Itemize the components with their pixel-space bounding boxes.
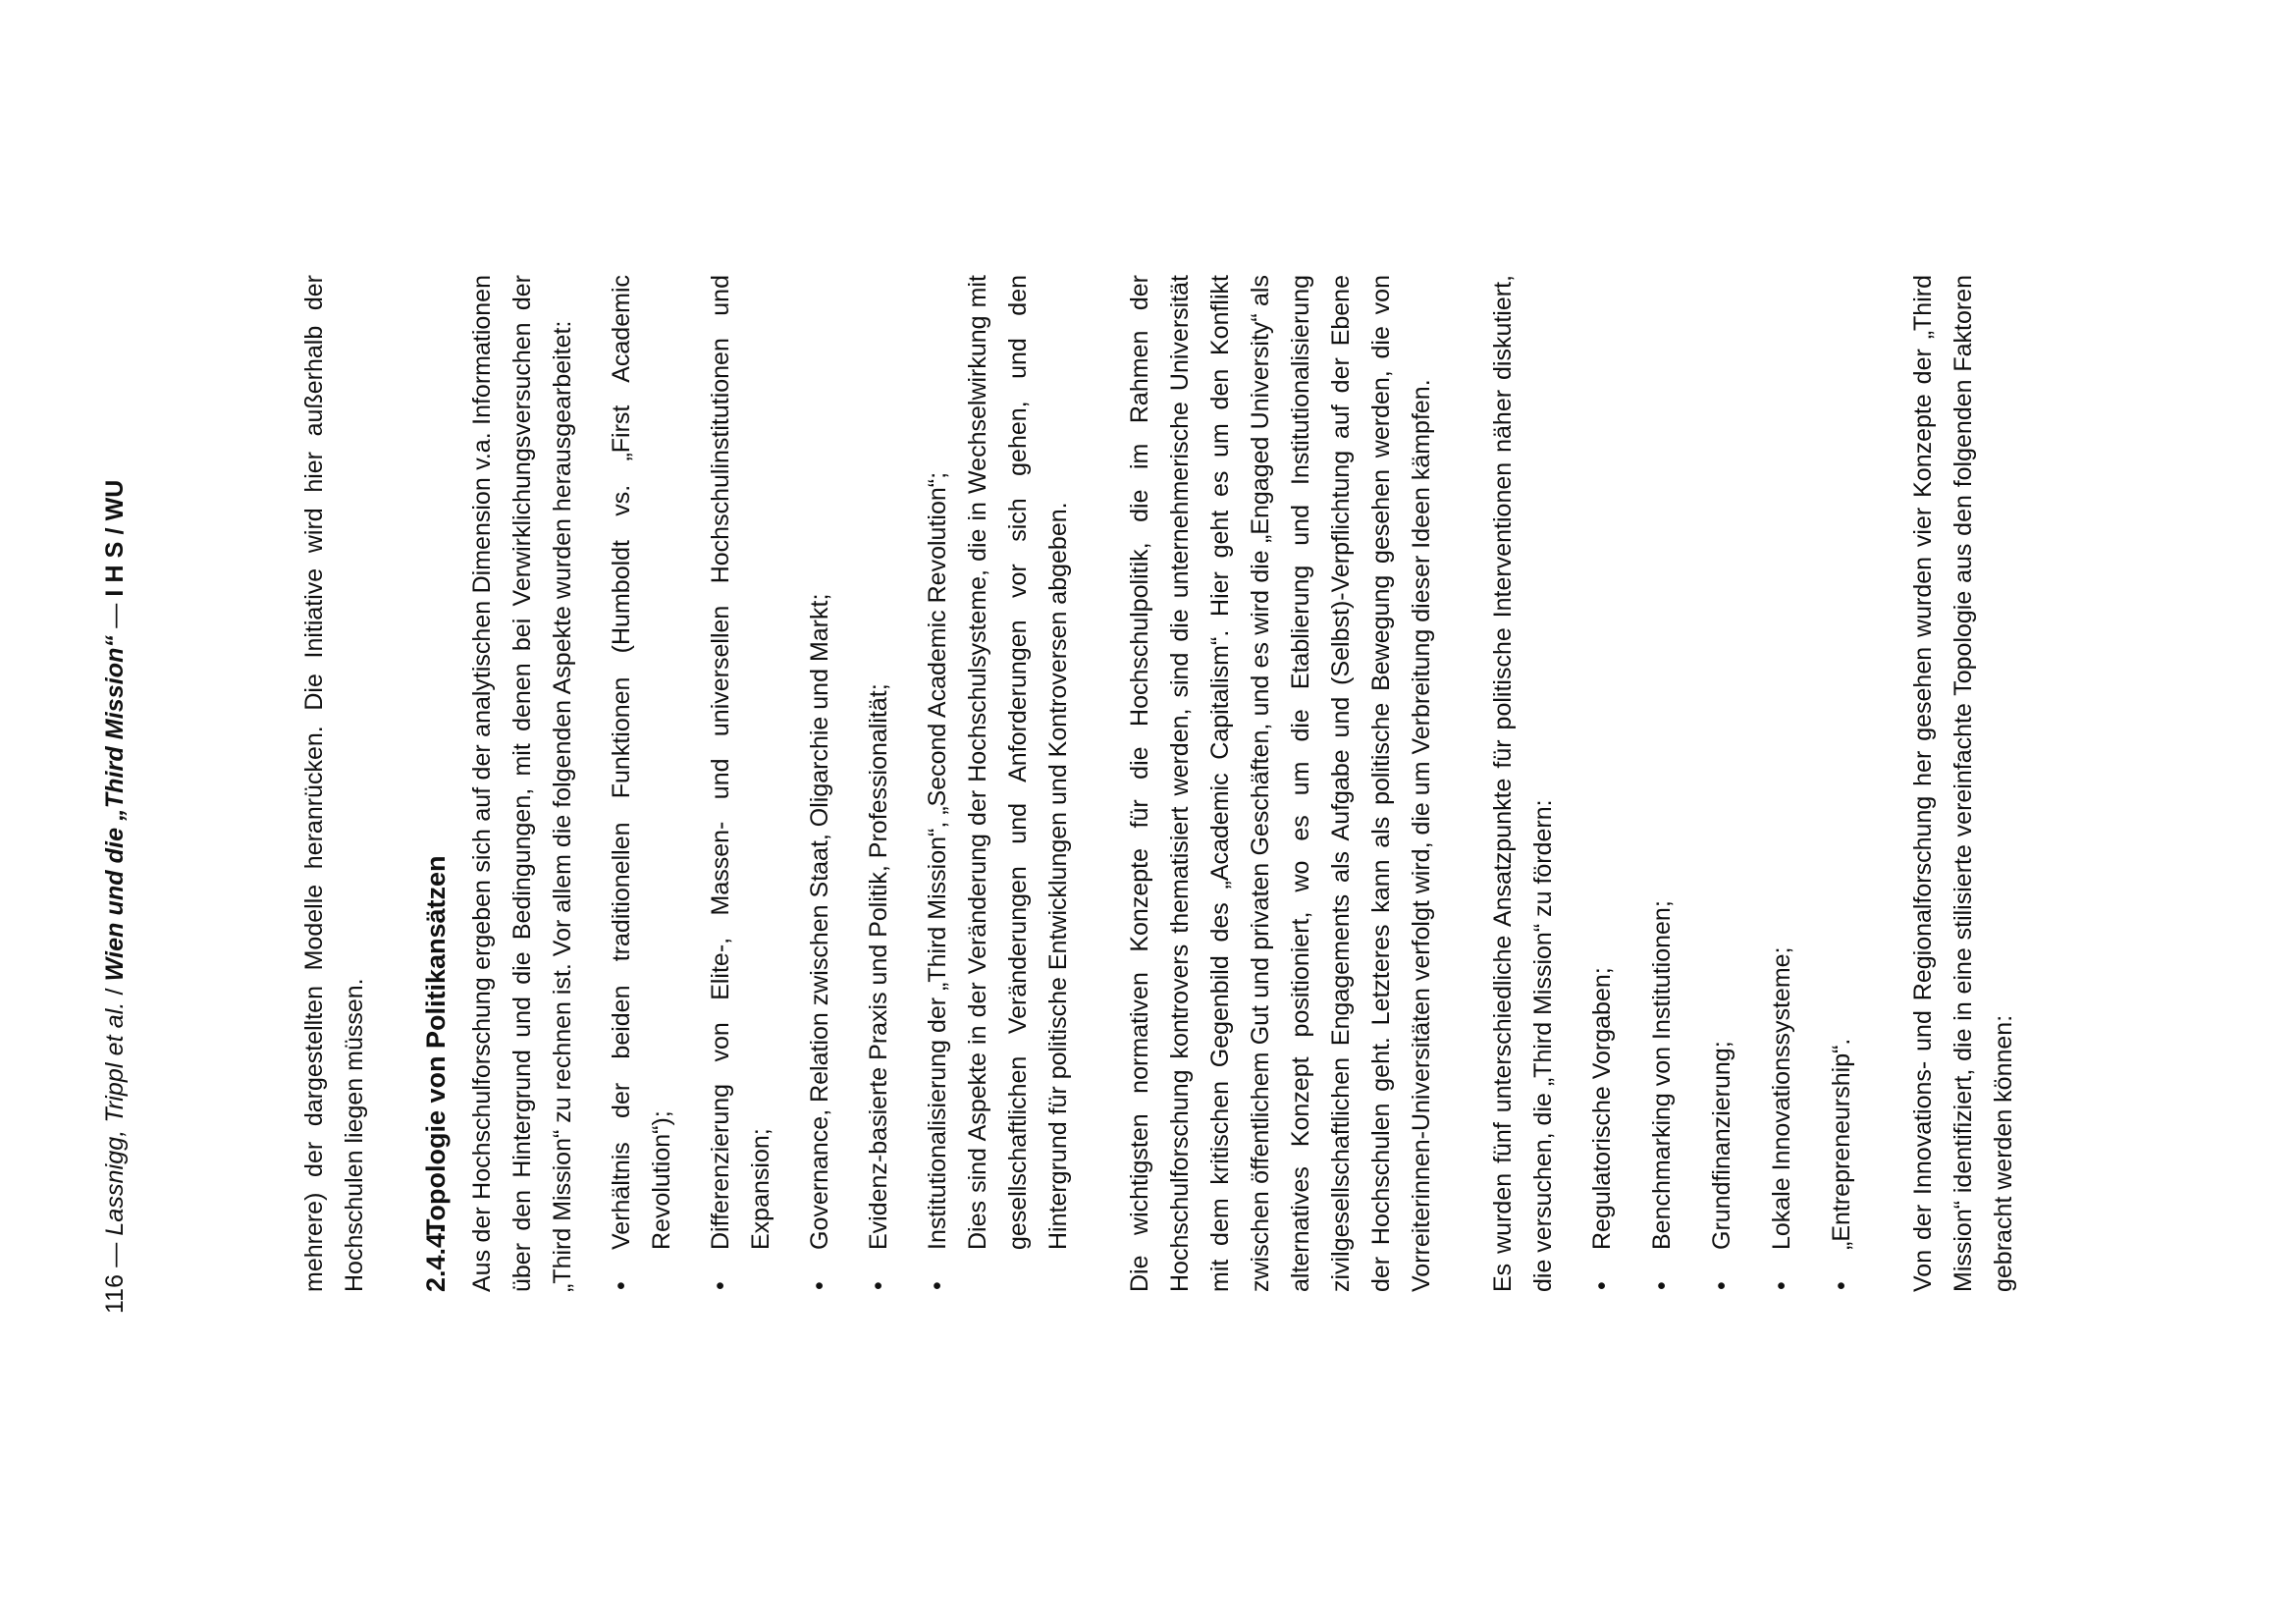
running-header	[100, 480, 130, 1314]
bullet-icon: •	[608, 1281, 635, 1290]
closing-paragraph: Von der Innovations- und Regionalforschung her gesehen wurden vier Konzepte der „Third Mission“ identifiziert, die in eine stilisierte vereinfachte Topologie aus den folgenden Faktoren gebracht werden können:	[1909, 275, 2017, 1292]
list-item	[800, 275, 840, 1292]
list-item	[701, 275, 781, 1292]
list-item-text: Lokale Innovationssysteme;	[1768, 946, 1795, 1250]
list-item-text: Differenzierung von Elite-, Massen- und universellen Hochschulinstitutionen und Expansion;	[707, 275, 774, 1250]
list-item-text: Evidenz-basierte Praxis und Politik, Professionalität;	[865, 683, 892, 1250]
header-institution: I H S / WU	[101, 479, 129, 597]
aspects-followup-text: Dies sind Aspekte in der Veränderung der Hochschulsysteme, die in Wechselwirkung mit gesellschaftlichen Veränderungen und Anforderungen vor sich gehen, und den Hintergrund für politische Entwicklungen und Kontroversen abgeben.	[964, 275, 1072, 1250]
list-item	[859, 275, 899, 1292]
list-item	[1822, 275, 1862, 1292]
list-item-text: Institutionalisierung der „Third Mission“, „Second Academic Revolution“;	[924, 471, 951, 1250]
list-item-text: Grundfinanzierung;	[1708, 1041, 1735, 1250]
list-item	[1582, 275, 1623, 1292]
header-separator: /	[101, 981, 129, 1002]
header-dash: —	[101, 596, 129, 635]
header-dash: —	[101, 1235, 129, 1274]
interventions-lead-paragraph: Es wurden fünf unterschiedliche Ansatzpunkte für politische Interventionen näher diskutiert, die versuchen, die „Third Mission“ zu fördern:	[1489, 275, 1557, 1292]
bullet-icon: •	[1708, 1281, 1735, 1290]
bullet-icon: •	[1588, 1281, 1616, 1290]
section-title: Topologie von Politikansätzen	[421, 855, 451, 1235]
intro-paragraph: mehrere) der dargestellten Modelle heranrücken. Die Initiative wird hier außerhalb der Hochschulen liegen müssen.	[300, 275, 368, 1292]
section-heading	[416, 275, 456, 1292]
header-authors: Lassnigg, Trippl et al.	[101, 1001, 129, 1236]
list-item-text: Benchmarking von Institutionen;	[1648, 900, 1676, 1250]
bullet-icon: •	[1768, 1281, 1795, 1290]
header-title: Wien und die „Third Mission“	[101, 634, 129, 982]
bullet-icon: •	[806, 1281, 833, 1290]
interventions-list	[1582, 275, 1862, 1292]
bullet-icon: •	[707, 1281, 734, 1290]
list-item-text: Verhältnis der beiden traditionellen Funktionen (Humboldt vs. „First Academic Revolution“);	[608, 275, 675, 1250]
bullet-icon: •	[1828, 1281, 1855, 1290]
bullet-icon: •	[924, 1281, 951, 1290]
list-item	[918, 275, 1079, 1292]
section-number: 2.4.4.	[421, 1225, 451, 1292]
concepts-paragraph: Die wichtigsten normativen Konzepte für die Hochschulpolitik, die im Rahmen der Hochschulforschung kontrovers thematisiert werden, sind die unternehmerische Universität mit dem kritischen Gegenbild des „Academic Capitalism“. Hier geht es um den Konflikt zwischen öffentlichem Gut und privaten Geschäften, und es wird die „Engaged University“ als alternatives Konzept positioniert, wo es um die Etablierung und Institutionalisierung zivilgesellschaftlichen Engagements als Aufgabe und (Selbst)-Verpflichtung auf der Ebene der Hochschulen geht. Letzteres kann als politische Bewegung gesehen werden, die von Vorreiterinnen-Universitäten verfolgt wird, die um Verbreitung dieser Ideen kämpfen.	[1126, 275, 1435, 1292]
list-item	[1642, 275, 1682, 1292]
body-text	[294, 275, 2024, 1292]
page-number: 116	[101, 1273, 129, 1314]
bullet-icon: •	[1648, 1281, 1676, 1290]
list-item-text: Governance, Relation zwischen Staat, Oligarchie und Markt;	[806, 593, 833, 1250]
list-item	[1762, 275, 1802, 1292]
list-item	[602, 275, 682, 1292]
list-item-text: „Entrepreneurship“.	[1828, 1038, 1855, 1250]
aspects-list	[602, 275, 1079, 1292]
bullet-icon: •	[865, 1281, 892, 1290]
list-item	[1702, 275, 1742, 1292]
list-item-text: Regulatorische Vorgaben;	[1588, 967, 1616, 1250]
section-lead-paragraph: Aus der Hochschulforschung ergeben sich auf der analytischen Dimension v.a. Informationen über den Hintergrund und die Bedingungen, mit denen bei Verwirklichungsversuchen der „Third Mission“ zu rechnen ist. Vor allem die folgenden Aspekte wurden herausgearbeitet:	[468, 275, 576, 1292]
